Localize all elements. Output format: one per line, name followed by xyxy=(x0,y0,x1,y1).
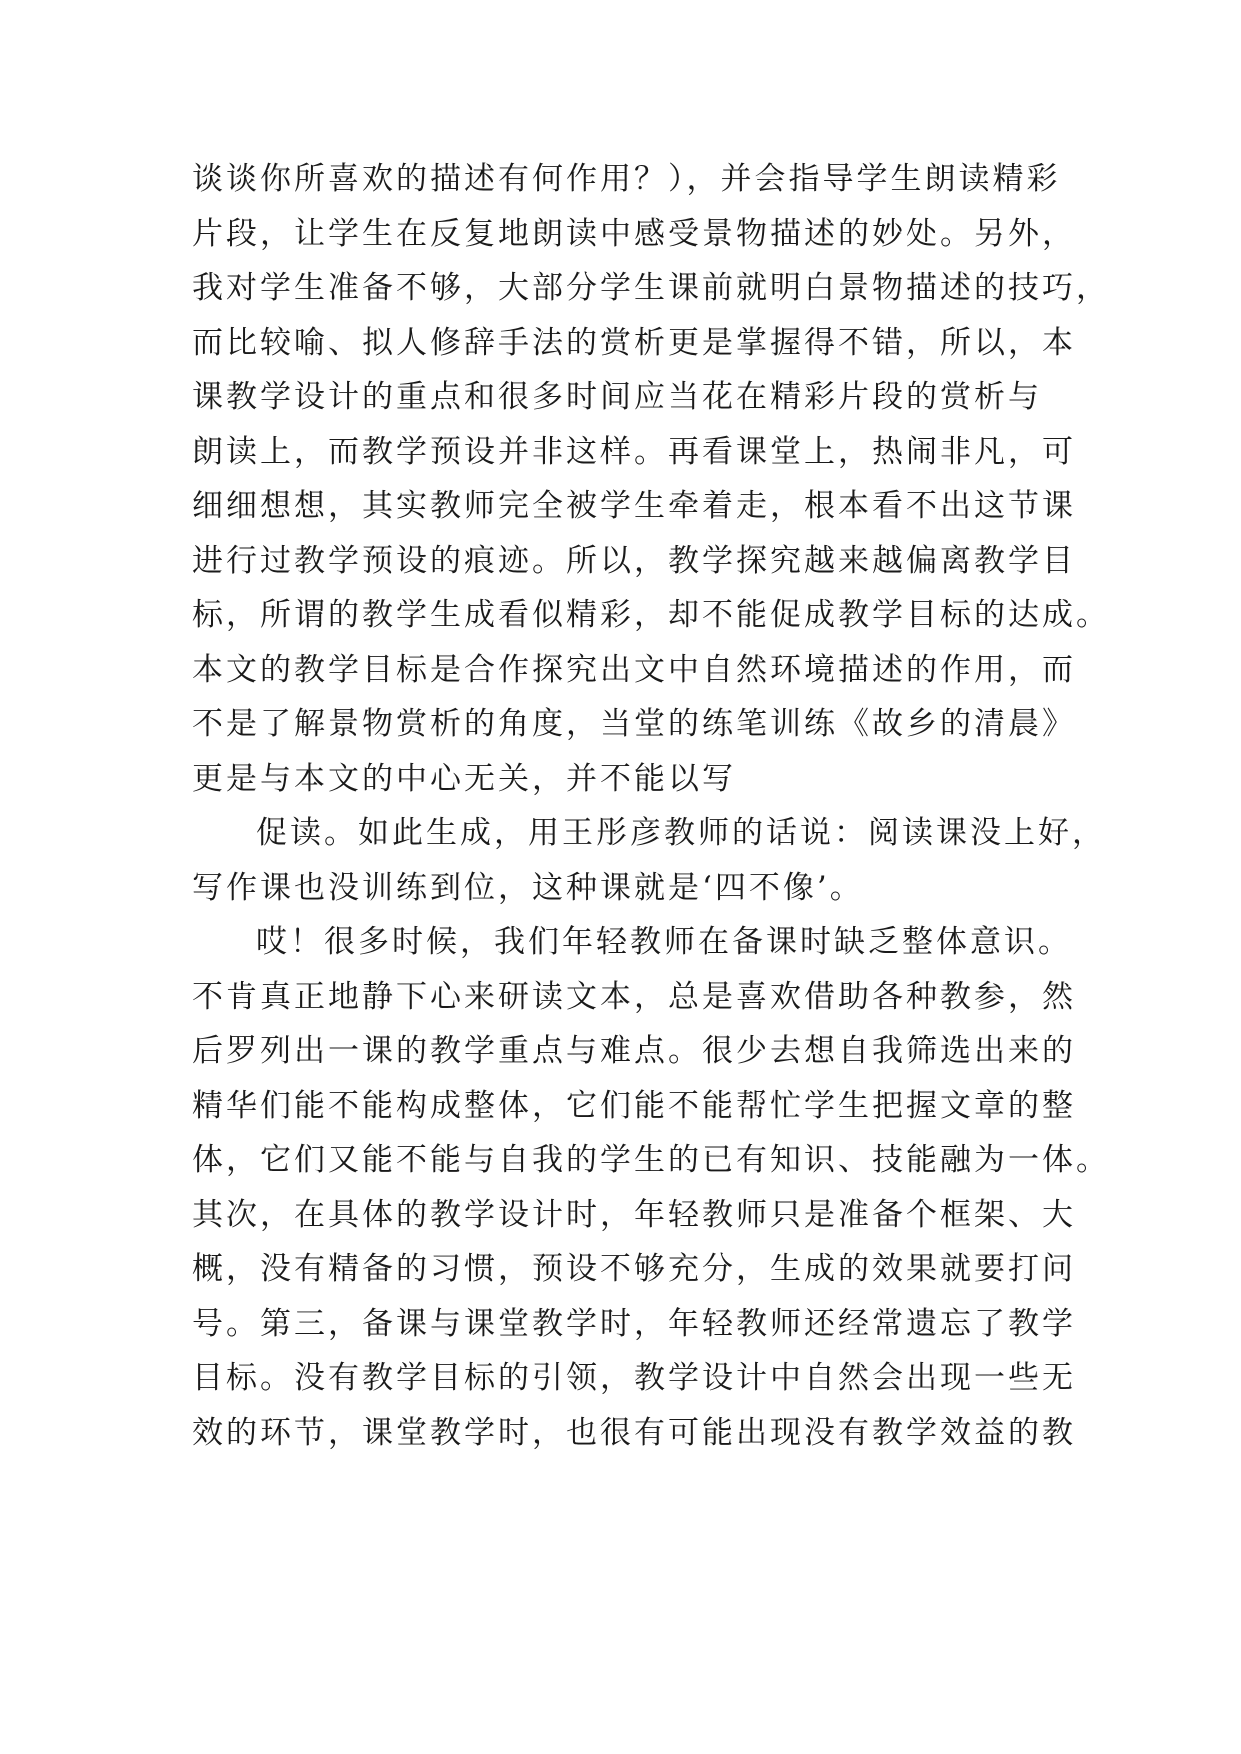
text-line: 朗读上，而教学预设并非这样。再看课堂上，热闹非凡，可 xyxy=(192,433,1076,470)
body-text xyxy=(192,152,1110,1460)
text-line: 我对学生准备不够，大部分学生课前就明白景物描述的技巧， xyxy=(192,270,1110,306)
text-line: 写作课也没训练到位，这种课就是‘四不像’。 xyxy=(192,869,864,906)
text-line: 谈谈你所喜欢的描述有何作用？），并会指导学生朗读精彩 xyxy=(192,161,1061,197)
text-line: 片段，让学生在反复地朗读中感受景物描述的妙处。另外， xyxy=(192,215,1076,252)
text-line: 更是与本文的中心无关，并不能以写 xyxy=(192,760,736,797)
text-line: 体，它们又能不能与自我的学生的已有知识、技能融为一体。 xyxy=(192,1142,1110,1178)
text-line: 后罗列出一课的教学重点与难点。很少去想自我筛选出来的 xyxy=(192,1033,1076,1069)
text-line: 本文的教学目标是合作探究出文中自然环境描述的作用，而 xyxy=(192,651,1076,688)
text-line: 促读。如此生成，用王彤彦教师的话说：阅读课没上好， xyxy=(256,815,1106,851)
text-line: 号。第三，备课与课堂教学时，年轻教师还经常遗忘了教学 xyxy=(192,1305,1076,1342)
text-line: 不是了解景物赏析的角度，当堂的练笔训练《故乡的清晨》 xyxy=(192,706,1076,742)
text-line: 其次，在具体的教学设计时，年轻教师只是准备个框架、大 xyxy=(192,1196,1076,1233)
text-line: 而比较喻、拟人修辞手法的赏析更是掌握得不错，所以，本 xyxy=(192,324,1076,361)
text-line: 哎！很多时候，我们年轻教师在备课时缺乏整体意识。 xyxy=(256,924,1072,960)
text-line: 课教学设计的重点和很多时间应当花在精彩片段的赏析与 xyxy=(192,379,1042,415)
text-line: 细细想想，其实教师完全被学生牵着走，根本看不出这节课 xyxy=(192,488,1076,524)
text-line: 效的环节，课堂教学时，也很有可能出现没有教学效益的教 xyxy=(192,1414,1076,1451)
text-line: 目标。没有教学目标的引领，教学设计中自然会出现一些无 xyxy=(192,1360,1076,1396)
text-line: 标，所谓的教学生成看似精彩，却不能促成教学目标的达成。 xyxy=(192,597,1110,633)
text-line: 精华们能不能构成整体，它们能不能帮忙学生把握文章的整 xyxy=(192,1087,1076,1124)
text-line: 概，没有精备的习惯，预设不够充分，生成的效果就要打问 xyxy=(192,1251,1076,1287)
text-line: 进行过教学预设的痕迹。所以，教学探究越来越偏离教学目 xyxy=(192,542,1076,579)
text-line: 不肯真正地静下心来研读文本，总是喜欢借助各种教参，然 xyxy=(192,978,1076,1015)
